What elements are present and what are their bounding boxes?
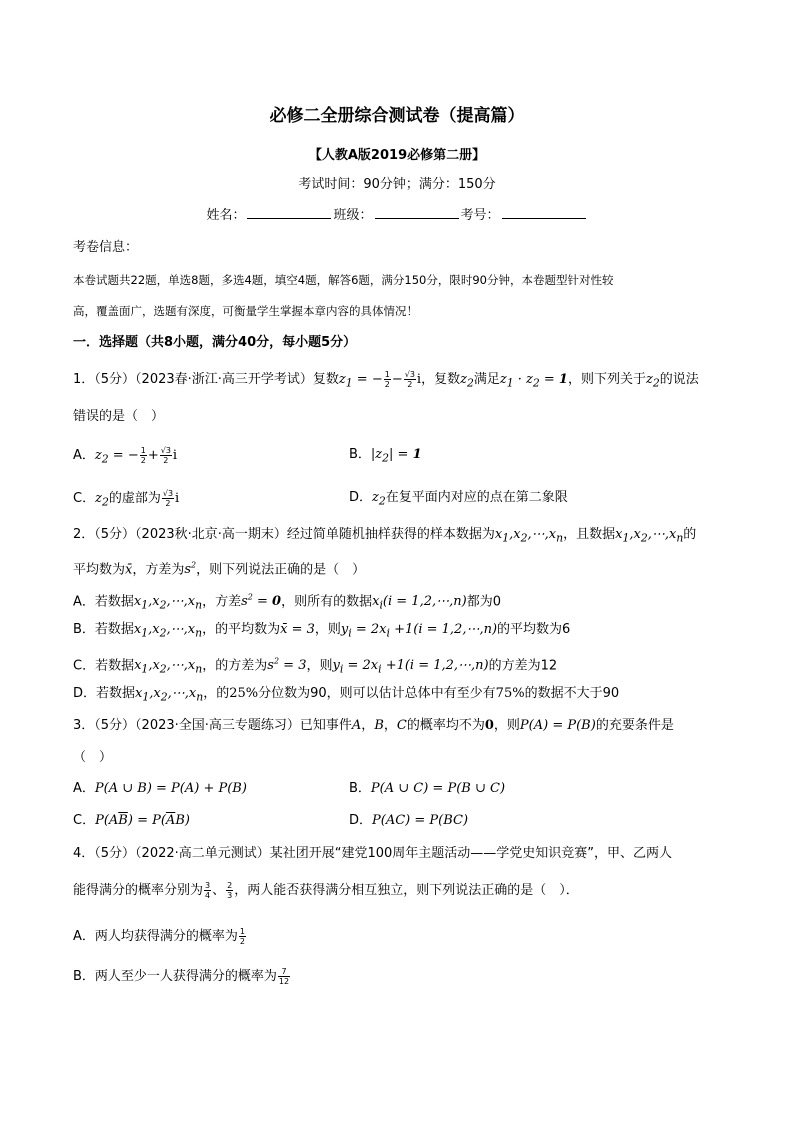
q1-mid2: 满足 bbox=[473, 372, 500, 387]
q1-fraction: $\frac{1}{2}$ bbox=[384, 370, 390, 389]
info-line-2: 高，覆盖面广，选题有深度，可衡量学生掌握本章内容的具体情况！ bbox=[73, 304, 418, 318]
q1-z1-formula: $z_1$ = − bbox=[338, 372, 383, 390]
q2-line-1: 2．（5分）（2023秋·北京·高一期末）经过简单随机抽样获得的样本数据为$x_1,x_2,\cdots,x_n$，且数据$x_1,x_2,\cdots,x_n$的 bbox=[73, 527, 697, 545]
q1-option-a[interactable]: A．$z_2$ = − $\frac{1}{2}$ + $\frac{√3}{2}$ i bbox=[73, 446, 178, 466]
q2-line-2: 平均数为x̄，方差为$s^2$，则下列说法正确的是（ ） bbox=[73, 561, 366, 578]
q3-option-b[interactable]: B．P(A ∪ C) = P(B ∪ C) bbox=[349, 781, 506, 796]
q1-option-b[interactable]: B．$|z_2| = 1$ bbox=[349, 447, 422, 465]
q4-line-1: 4．（5分）（2022·高二单元测试）某社团开展“建党100周年主题活动——学党史知识竞赛”，甲、乙两人 bbox=[73, 846, 673, 861]
q1-option-d[interactable]: D．$z_2$在复平面内对应的点在第二象限 bbox=[349, 490, 568, 508]
class-field[interactable] bbox=[375, 205, 459, 219]
q1-tail2: 的说法 bbox=[659, 372, 699, 387]
edition-label: 【人教A版2019必修第二册】 bbox=[308, 148, 486, 163]
info-line-1: 本卷试题共22题，单选8题，多选4题，填空4题，解答6题，满分150分，限时90分钟，本卷题型针对性较 bbox=[73, 273, 614, 287]
section-heading: 一．选择题（共8小题，满分40分，每小题5分） bbox=[73, 335, 357, 350]
q1-condition: $z_1 \cdot z_2 = 1$ bbox=[499, 372, 568, 390]
info-heading: 考卷信息： bbox=[73, 240, 139, 255]
number-field[interactable] bbox=[502, 205, 586, 219]
q2-option-b[interactable]: B．若数据$x_1,x_2,\cdots,x_n$，的平均数为x̄ = 3，则$y_i = 2x_i +1(i$ = 1,2,⋯,n)的平均数为6 bbox=[73, 622, 571, 640]
q1-tail: ，则下列关于 bbox=[567, 372, 646, 387]
class-label: 班级： bbox=[333, 208, 373, 223]
name-field[interactable] bbox=[247, 205, 331, 219]
name-label: 姓名： bbox=[206, 208, 246, 223]
q2-option-d[interactable]: D．若数据$x_1,x_2,\cdots,x_n$，的25%分位数为90，则可以估计总体中有至少有75%的数据不大于90 bbox=[73, 686, 620, 704]
q4-option-b[interactable]: B．两人至少一人获得满分的概率为 $\frac{7}{12}$ bbox=[73, 967, 290, 986]
student-info-row bbox=[0, 205, 794, 225]
q1-prefix: 1．（5分）（2023春·浙江·高三开学考试）复数 bbox=[73, 372, 339, 387]
exam-info: 考试时间：90分钟；满分：150分 bbox=[298, 177, 496, 192]
page-title: 必修二全册综合测试卷（提高篇） bbox=[269, 106, 525, 126]
q3-option-d[interactable]: D．P(AC) = P(BC) bbox=[349, 813, 469, 828]
q1-line-2: 错误的是（ ） bbox=[73, 409, 165, 424]
q1-option-c[interactable]: C．$z_2$的虚部为 $\frac{√3}{2}$ i bbox=[73, 489, 180, 509]
q3-option-c[interactable]: C．$P(A\overline{B}) = P(\overline{A}B)$ bbox=[73, 813, 190, 828]
q4-option-a[interactable]: A．两人均获得满分的概率为 $\frac{1}{2}$ bbox=[73, 927, 245, 946]
q3-line-2: （ ） bbox=[73, 750, 113, 765]
q4-line-2: 能得满分的概率分别为 $\frac{3}{4}$ 、 $\frac{2}{3}$ ，两人能否获得满分相互独立，则下列说法正确的是（ ）． bbox=[73, 881, 579, 900]
q1-line-1: 1．（5分）（2023春·浙江·高三开学考试）复数$z_1$ = − $\frac{1}{2}$ − $\frac{√3}{2}$ i，复数$z_2$满足$z_1 \cdot z_2 = 1$，则下列关于$z_2$的说法 bbox=[73, 370, 699, 390]
q2-option-a[interactable]: A．若数据$x_1,x_2,\cdots,x_n$，方差$s^2 = 0$，则所有的数据$x_i(i$ = 1,2,⋯,n)都为0 bbox=[73, 593, 501, 612]
q1-fraction: $\frac{√3}{2}$ bbox=[404, 370, 415, 389]
q2-option-c[interactable]: C．若数据$x_1,x_2,\cdots,x_n$，的方差为$s^2 = 3$，则$y_i = 2x_i +1(i$ = 1,2,⋯,n)的方差为12 bbox=[73, 657, 558, 676]
q3-line-1: 3．（5分）（2023·全国·高三专题练习）已知事件A，B，C的概率均不为0，则P(A) = P(B)的充要条件是 bbox=[73, 718, 674, 733]
number-label: 考号： bbox=[460, 208, 500, 223]
q3-option-a[interactable]: A．P(A ∪ B) = P(A) + P(B) bbox=[73, 781, 247, 796]
q1-mid: ，复数 bbox=[421, 372, 461, 387]
